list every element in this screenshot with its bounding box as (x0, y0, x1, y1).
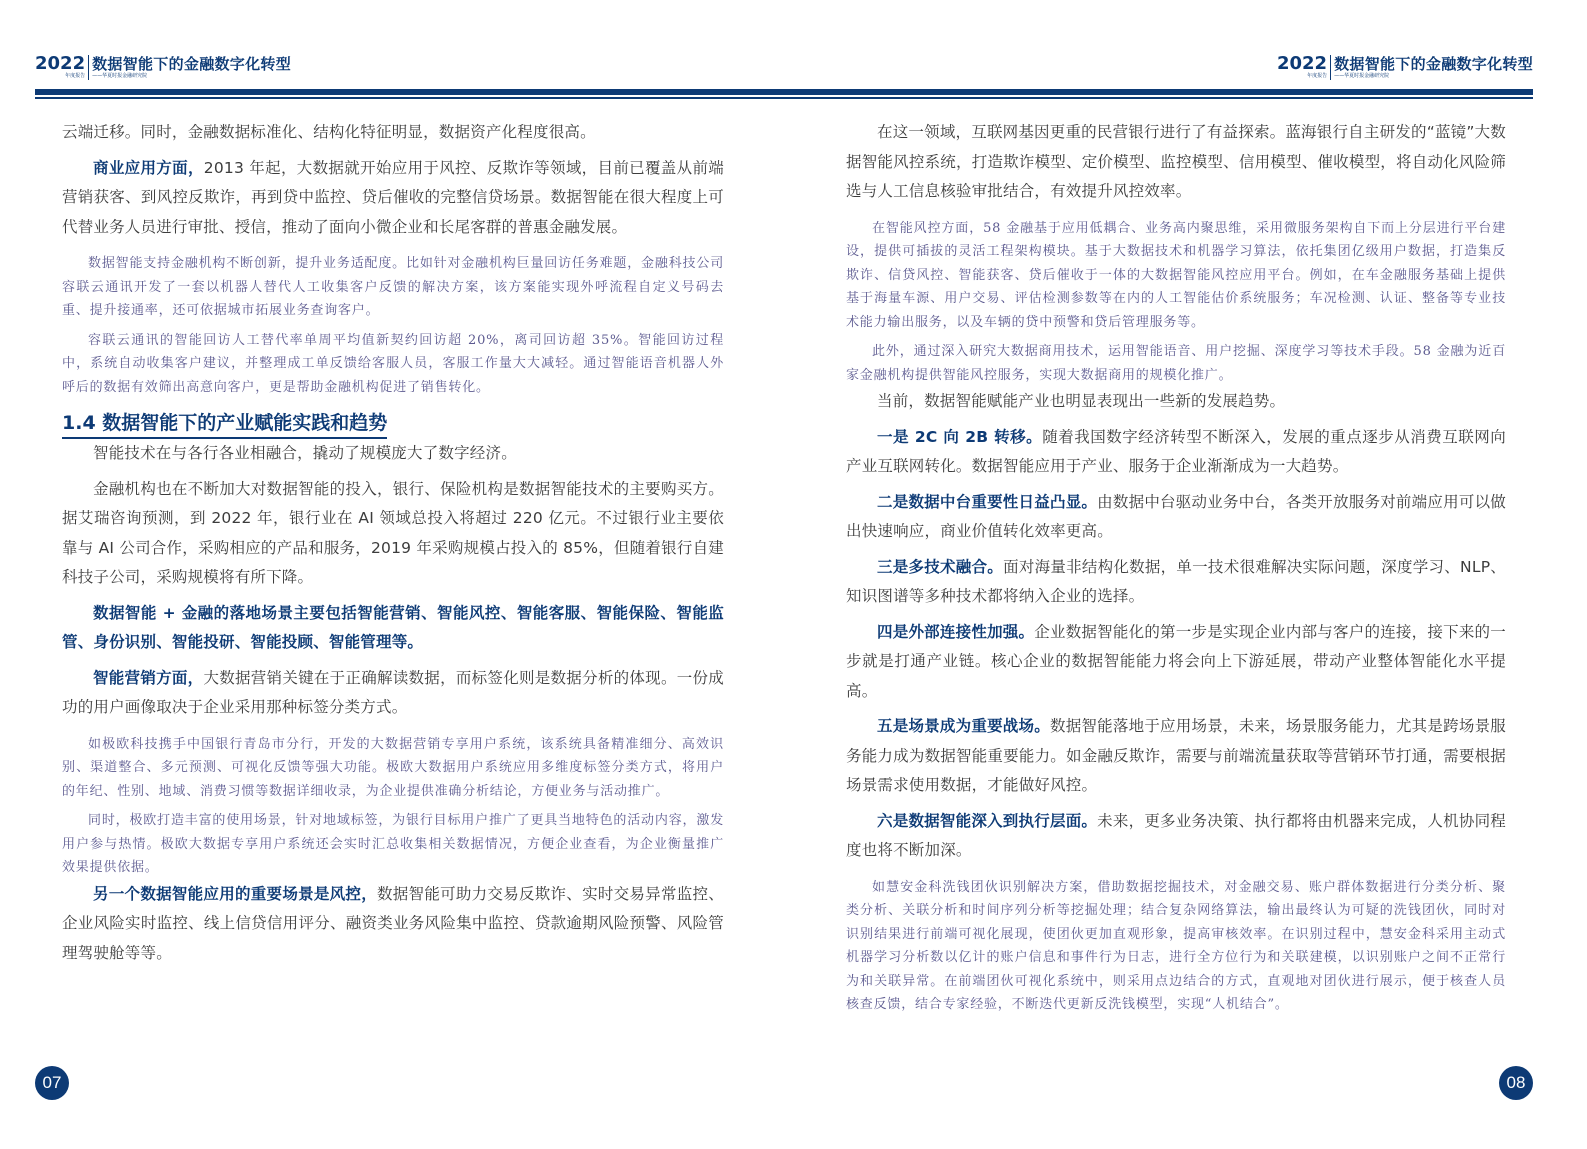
header-year: 2022 (1276, 53, 1328, 74)
header-bar (35, 89, 793, 95)
header-subtitle: ——华夏时报金融研究院 (92, 73, 148, 79)
paragraph: 当前，数据智能赋能产业也明显表现出一些新的发展趋势。 (877, 392, 1286, 410)
trend-body: 企业数据智能化的第一步是实现企业内部与客户的连接，接下来的一步就是打通产业链。核心企业的数据智能能力将会向上下游延展，带动产业整体智能化水平提高。 (846, 622, 1506, 700)
header-bar (793, 89, 1533, 95)
header-rule (35, 97, 793, 99)
page-header (1277, 55, 1533, 80)
right-text-column (846, 118, 1506, 1017)
trend-item (846, 712, 1506, 801)
trend-item (846, 553, 1506, 612)
trend-item (846, 488, 1506, 547)
trend-body: 数据智能落地于应用场景，未来，场景服务能力，尤其是跨场景服务能力成为数据智能重要能力。如金融反欺诈，需要与前端流量获取等营销环节打通，需要根据场景需求使用数据，才能做好风控。 (846, 717, 1506, 794)
trend-item (846, 807, 1506, 866)
paragraph: 金融机构也在不断加大对数据智能的投入，银行、保险机构是数据智能技术的主要购买方。据艾瑞咨询预测，到 2022 年，银行业在 AI 领域总投入将超过 220 亿元。不过银行业主要依靠与 AI 公司合作，采购相应的产品和服务，2019 年采购规模占投入的 85%，但随着银行自建科技子公司，采购规模将有所下降。 (62, 479, 724, 586)
header-year-subtitle: 年度报告 (65, 73, 86, 79)
header-subtitle: ——华夏时报金融研究院 (1334, 73, 1390, 79)
trend-lead: 一是 2C 向 2B 转移。 (877, 427, 1043, 446)
header-rule (793, 97, 1533, 99)
case-study-text: 在智能风控方面，58 金融基于应用低耦合、业务高内聚思维，采用微服务架构自下而上分层进行平台建设，提供可插拔的灵活工程架构模块。基于大数据技术和机器学习算法，依托集团亿级用户数据，打造集反欺诈、信贷风控、智能获客、贷后催收于一体的大数据智能风控应用平台。例如，在车金融服务基础上提供基于海量车源、用户交易、评估检测参数等在内的人工智能估价系统服务；车况检测、认证、整备等专业技术能力输出服务，以及车辆的贷中预警和贷后管理服务等。 (846, 220, 1506, 330)
header-year-block (35, 55, 89, 80)
paragraph-body: 数据智能可助力交易反欺诈、实时交易异常监控、企业风险实时监控、线上信贷信用评分、融资类业务风险集中监控、贷款逾期风险预警、风险管理驾驶舱等等。 (62, 884, 724, 962)
trend-lead: 三是多技术融合。 (877, 557, 1004, 576)
paragraph: 云端迁移。同时，金融数据标准化、结构化特征明显，数据资产化程度很高。 (62, 123, 596, 141)
case-study-text: 如极欧科技携手中国银行青岛市分行，开发的大数据营销专享用户系统，该系统具备精准细分、高效识别、渠道整合、多元预测、可视化反馈等强大功能。极欧大数据用户系统应用多维度标签分类方式，将用户的年纪、性别、地域、消费习惯等数据详细收录，为企业提供准确分析结论，方便业务与活动推广。 (62, 736, 724, 799)
trend-item (846, 423, 1506, 482)
right-page (793, 0, 1587, 1149)
case-study-text: 容联云通讯的智能回访人工替代率单周平均值新契约回访超 20%，离司回访超 35%。智能回访过程中，系统自动收集客户建议，并整理成工单反馈给客服人员，客服工作量大大减轻。通过智能语音机器人外呼后的数据有效筛出高意向客户，更是帮助金融机构促进了销售转化。 (62, 332, 724, 395)
case-study-text: 数据智能支持金融机构不断创新，提升业务适配度。比如针对金融机构巨量回访任务难题，金融科技公司容联云通讯开发了一套以机器人替代人工收集客户反馈的解决方案，该方案能实现外呼流程自定义号码去重、提升接通率，还可依据城市拓展业务查询客户。 (62, 256, 724, 318)
left-page (0, 0, 793, 1149)
left-text-column (62, 118, 724, 968)
trend-body: 随着我国数字经济转型不断深入，发展的重点逐步从消费互联网向产业互联网转化。数据智能应用于产业、服务于企业渐渐成为一大趋势。 (846, 427, 1506, 475)
case-study-text: 如慧安金科洗钱团伙识别解决方案，借助数据挖掘技术，对金融交易、账户群体数据进行分类分析、聚类分析、关联分析和时间序列分析等挖掘处理；结合复杂网络算法，输出最终认为可疑的洗钱团伙，同时对识别结果进行前端可视化展现，使团伙更加直观形象，提高审核效率。在识别过程中，慧安金科采用主动式机器学习分析数以亿计的账户信息和事件行为日志，进行全方位行为和关联建模，以识别账户之间不正常行为和关联异常。在前端团伙可视化系统中，则采用点边结合的方式，直观地对团伙进行展示，便于核查人员核查反馈，结合专家经验，不断迭代更新反洗钱模型，实现“人机结合”。 (846, 879, 1506, 1012)
page-number-badge: 08 (1499, 1066, 1533, 1100)
header-year: 2022 (35, 53, 86, 74)
trend-item (846, 618, 1506, 707)
paragraph: 在这一领域，互联网基因更重的民营银行进行了有益探索。蓝海银行自主研发的“蓝镜”大数据智能风控系统，打造欺诈模型、定价模型、监控模型、信用模型、催收模型，将自动化风险筛选与人工信息核验审批结合，有效提升风控效率。 (846, 123, 1506, 200)
paragraph (62, 154, 724, 243)
paragraph (62, 664, 724, 723)
header-year-block (1277, 55, 1331, 80)
header-title: 数据智能下的金融数字化转型 (92, 55, 292, 73)
paragraph (62, 880, 724, 969)
page-header (35, 55, 291, 80)
trend-lead: 五是场景成为重要战场。 (877, 717, 1050, 735)
page-number-badge: 07 (35, 1066, 69, 1100)
lead-phrase: 另一个数据智能应用的重要场景是风控， (93, 884, 377, 903)
lead-phrase: 智能营销方面， (93, 668, 204, 687)
section-title: 1.4 数据智能下的产业赋能实践和趋势 (62, 409, 387, 439)
lead-phrase: 商业应用方面， (93, 158, 204, 177)
bold-statement: 数据智能 + 金融的落地场景主要包括智能营销、智能风控、智能客服、智能保险、智能监管、身份识别、智能投研、智能投顾、智能管理等。 (62, 603, 724, 651)
paragraph-body: 大数据营销关键在于正确解读数据，而标签化则是数据分析的体现。一份成功的用户画像取决于企业采用那种标签分类方式。 (62, 668, 724, 716)
header-year-subtitle: 年度报告 (1307, 73, 1328, 79)
header-title-block (89, 55, 291, 80)
case-study-text: 此外，通过深入研究大数据商用技术，运用智能语音、用户挖掘、深度学习等技术手段。58 金融为近百家金融机构提供智能风控服务，实现大数据商用的规模化推广。 (846, 344, 1506, 383)
trend-body: 面对海量非结构化数据，单一技术很难解决实际问题，深度学习、NLP、知识图谱等多种技术都将纳入企业的选择。 (846, 557, 1506, 605)
trend-lead: 六是数据智能深入到执行层面。 (877, 811, 1098, 830)
trend-lead: 四是外部连接性加强。 (877, 622, 1035, 641)
trend-body: 由数据中台驱动业务中台，各类开放服务对前端应用可以做出快速响应，商业价值转化效率更高。 (846, 492, 1506, 540)
header-title-block (1331, 55, 1533, 80)
trend-lead: 二是数据中台重要性日益凸显。 (877, 492, 1098, 511)
paragraph-body: 2013 年起，大数据就开始应用于风控、反欺诈等领域，目前已覆盖从前端营销获客、到风控反欺诈，再到贷中监控、贷后催收的完整信贷场景。数据智能在很大程度上可代替业务人员进行审批、授信，推动了面向小微企业和长尾客群的普惠金融发展。 (62, 158, 724, 236)
trend-body: 未来，更多业务决策、执行都将由机器来完成，人机协同程度也将不断加深。 (846, 811, 1506, 859)
case-study-text: 同时，极欧打造丰富的使用场景，针对地域标签，为银行目标用户推广了更具当地特色的活动内容，激发用户参与热情。极欧大数据专享用户系统还会实时汇总收集相关数据情况，方便企业查看，为企业衡量推广效果提供依据。 (62, 813, 724, 875)
header-title: 数据智能下的金融数字化转型 (1334, 55, 1533, 73)
paragraph: 智能技术在与各行各业相融合，撬动了规模庞大了数字经济。 (93, 444, 517, 462)
paragraph (62, 599, 724, 658)
